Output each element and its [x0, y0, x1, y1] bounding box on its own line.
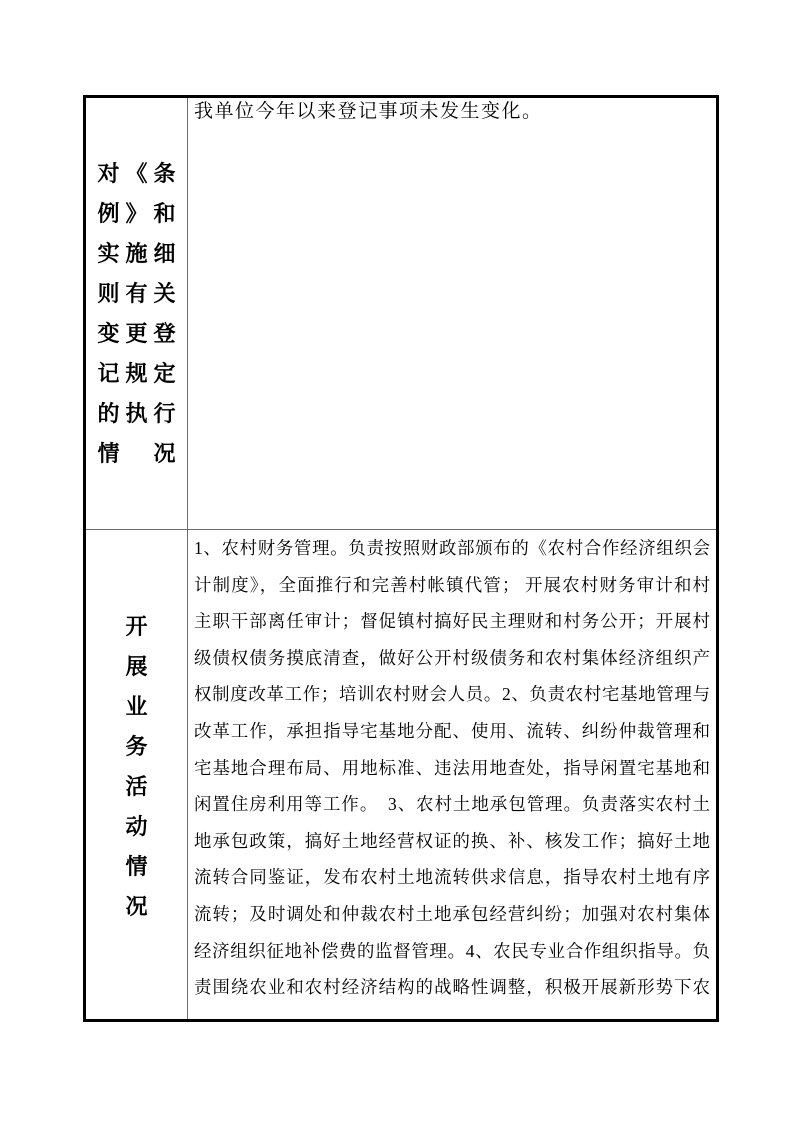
row2-content-cell [188, 530, 716, 1019]
row2-header-char: 开 [125, 613, 148, 639]
row2-content-line: 流转；及时调处和仲裁农村土地承包经营纠纷；加强对农村集体 [194, 903, 710, 924]
row1-header-line: 情况 [97, 440, 176, 466]
row1-header-cell [86, 98, 188, 530]
row2-content-line: 地承包政策，搞好土地经营权证的换、补、核发工作；搞好土地 [194, 830, 710, 851]
row1-header-line: 记规定 [97, 360, 176, 386]
row2-content-line: 主职干部离任审计；督促镇村搞好民主理财和村务公开；开展村 [194, 611, 710, 632]
row2-content-line: 经济组织征地补偿费的监督管理。4、农民专业合作组织指导。负 [194, 940, 710, 961]
row2-content-line: 宅基地合理布局、用地标准、违法用地查处，指导闲置宅基地和 [194, 757, 710, 778]
row2-header-cell [86, 530, 188, 1019]
row2-content-line: 闲置住房利用等工作。 3、农村土地承包管理。负责落实农村土 [194, 794, 710, 815]
row2-content-line: 流转合同鉴证，发布农村土地流转供求信息，指导农村土地有序 [194, 867, 710, 888]
row2-content-line: 权制度改革工作；培训农村财会人员。2、负责农村宅基地管理与 [194, 684, 710, 705]
row2-content-line: 1、农村财务管理。负责按照财政部颁布的《农村合作经济组织会 [194, 538, 710, 558]
row2-content-line: 计制度》，全面推行和完善村帐镇代管； 开展农村财务审计和村 [194, 574, 710, 595]
row1-header-line: 的执行 [97, 400, 176, 426]
row1-content-text: 我单位今年以来登记事项未发生变化。 [194, 101, 543, 122]
row2-header-char: 务 [125, 733, 148, 759]
row2-content-line: 改革工作，承担指导宅基地分配、使用、流转、纠纷仲裁管理和 [194, 720, 710, 741]
row1-header-line: 实施细 [97, 240, 176, 266]
row2-header-char: 况 [125, 893, 148, 919]
row2-header-char: 展 [125, 653, 148, 679]
row2-header-char: 业 [125, 693, 148, 719]
row1-header-line: 对《条 [97, 160, 176, 186]
row2-content-line: 责围绕农业和农村经济结构的战略性调整，积极开展新形势下农 [194, 977, 710, 998]
row1-header-line: 变更登 [97, 320, 176, 346]
row2-header-char: 情 [125, 853, 148, 879]
row2-header-char: 活 [125, 773, 148, 799]
row2-header-char: 动 [125, 813, 148, 839]
row1-content-cell [188, 98, 716, 530]
row1-header-line: 例》和 [97, 200, 176, 226]
registration-form-table [83, 95, 719, 1022]
row2-content-line: 级债权债务摸底清查，做好公开村级债务和农村集体经济组织产 [194, 647, 710, 668]
row1-header-line: 则有关 [97, 280, 176, 306]
